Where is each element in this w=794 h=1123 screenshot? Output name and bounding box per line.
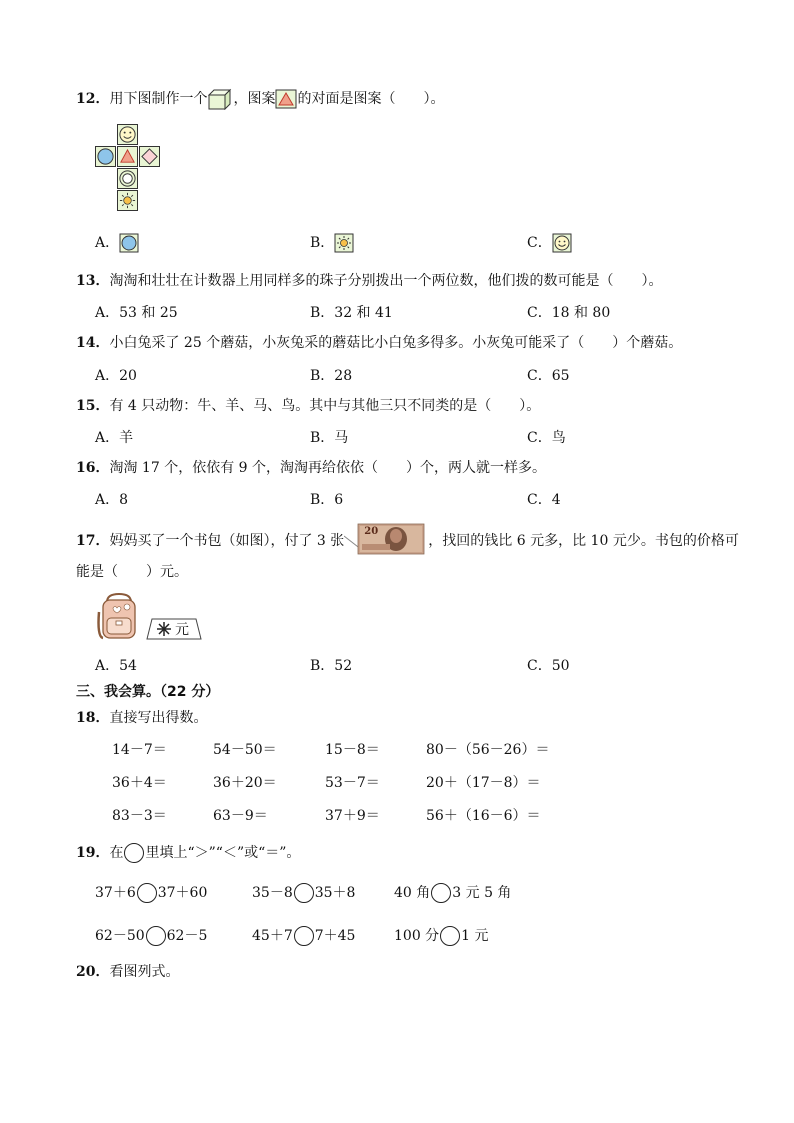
cube-icon [207,88,233,110]
banknote-denomination: 20 [364,526,379,537]
question-text-part: ，图案 [233,91,276,107]
calc-item: 14－7＝ [112,742,167,758]
question-15 [76,395,540,415]
circle-icon [119,233,139,253]
triangle-icon [117,146,138,167]
compare-right: 1 元 [461,928,489,944]
calc-item: 53－7＝ [325,775,380,791]
option-b[interactable]: B．52 [310,658,353,674]
question-text-part: 在 [109,845,124,861]
option-b[interactable] [310,232,354,253]
smiley-icon [117,124,138,145]
option-label: B． [310,235,335,251]
smiley-icon [552,233,572,253]
option-a[interactable]: A．羊 [95,430,134,446]
compare-left: 62－50 [95,928,145,944]
option-b[interactable]: B．6 [310,492,344,508]
compare-item [394,882,511,903]
option-a[interactable]: A．8 [95,492,129,508]
answer-circle[interactable] [137,883,157,903]
backpack-image [93,592,145,642]
question-text: 淘淘 17 个，依依有 9 个，淘淘再给依依（ ）个，两人就一样多。 [109,460,547,476]
question-text-part: 用下图制作一个 [109,91,208,107]
sun-icon [334,233,354,253]
compare-item [95,882,207,903]
question-17-line-2: 能是（ ）元。 [76,564,188,580]
question-20 [76,961,179,981]
answer-circle[interactable] [294,883,314,903]
question-text: 小白兔采了 25 个蘑菇，小灰兔采的蘑菇比小白兔多得多。小灰兔可能采了（ ）个蘑菇。 [109,335,683,351]
option-a[interactable]: A．20 [95,368,137,384]
question-number: 14． [76,335,110,351]
compare-left: 37＋6 [95,885,136,901]
calc-item: 36＋20＝ [213,775,277,791]
compare-item [95,925,207,946]
compare-item [252,882,355,903]
sun-icon [117,190,138,211]
compare-right: 37＋60 [157,885,208,901]
question-number: 13． [76,273,110,289]
question-text-part: ，找回的钱比 6 元多，比 10 元少。书包的价格可 [428,533,739,549]
option-c[interactable]: C．65 [527,368,570,384]
diamond-icon [139,146,160,167]
question-19 [76,842,300,863]
calc-item: 20＋（17－8）＝ [426,775,541,791]
question-text: 有 4 只动物：牛、羊、马、鸟。其中与其他三只不同类的是（ ）。 [109,398,541,414]
question-text: 直接写出得数。 [109,710,208,726]
question-number: 15． [76,398,110,414]
question-text: 看图列式。 [109,964,180,980]
option-c[interactable]: C．18 和 80 [527,305,611,321]
question-number: 16． [76,460,110,476]
calc-item: 56＋（16－6）＝ [426,808,541,824]
question-number: 20． [76,964,110,980]
option-b[interactable]: B．32 和 41 [310,305,393,321]
compare-left: 35－8 [252,885,293,901]
calc-item: 36＋4＝ [112,775,167,791]
question-text-part: 妈妈买了一个书包（如图），付了 3 张 [109,533,345,549]
compare-item [252,925,355,946]
compare-left: 100 分 [394,928,440,944]
question-text: 淘淘和壮壮在计数器上用同样多的珠子分别拨出一个两位数，他们拨的数可能是（ ）。 [109,273,663,289]
price-tag [146,618,202,640]
circle-blank-icon [124,843,144,863]
cube-net [95,124,165,216]
answer-circle[interactable] [294,926,314,946]
calc-item: 54－50＝ [213,742,277,758]
answer-circle[interactable] [440,926,460,946]
option-label: A． [95,235,120,251]
triangle-icon [275,89,297,109]
compare-right: 62－5 [166,928,208,944]
compare-item [394,925,489,946]
compare-left: 40 角 [394,885,431,901]
question-number: 18． [76,710,110,726]
double-circle-icon [117,168,138,189]
calc-item: 80－（56－26）＝ [426,742,550,758]
option-b[interactable]: B．28 [310,368,353,384]
question-18 [76,707,207,727]
price-tag-unit: 元 [175,622,189,638]
option-label: C． [527,235,552,251]
option-c[interactable]: C．50 [527,658,570,674]
calc-item: 63－9＝ [213,808,268,824]
compare-left: 45＋7 [252,928,293,944]
option-a[interactable]: A．53 和 25 [95,305,178,321]
calc-item: 37＋9＝ [325,808,380,824]
question-13 [76,270,662,290]
question-16 [76,457,546,477]
question-17 [76,524,739,558]
question-number: 17． [76,533,110,549]
option-c[interactable] [527,232,572,253]
compare-right: 7＋45 [314,928,356,944]
circle-icon [95,146,116,167]
question-text-part: 的对面是图案（ ）。 [297,91,445,107]
question-number: 19． [76,845,110,861]
compare-right: 3 元 5 角 [452,885,512,901]
compare-right: 35＋8 [314,885,356,901]
option-c[interactable]: C．4 [527,492,561,508]
question-14 [76,332,682,352]
question-number: 12． [76,91,110,107]
section-title: 三、我会算。（22 分） [76,684,220,700]
calc-item: 83－3＝ [112,808,167,824]
question-12 [76,88,444,110]
option-b[interactable]: B．马 [310,430,349,446]
answer-circle[interactable] [146,926,166,946]
question-text-part: 里填上“＞”“＜”或“＝”。 [145,845,301,861]
option-a[interactable]: A．54 [95,658,137,674]
option-c[interactable]: C．鸟 [527,430,566,446]
answer-circle[interactable] [431,883,451,903]
option-a[interactable] [95,232,139,253]
banknote-image [344,524,428,558]
calc-item: 15－8＝ [325,742,380,758]
